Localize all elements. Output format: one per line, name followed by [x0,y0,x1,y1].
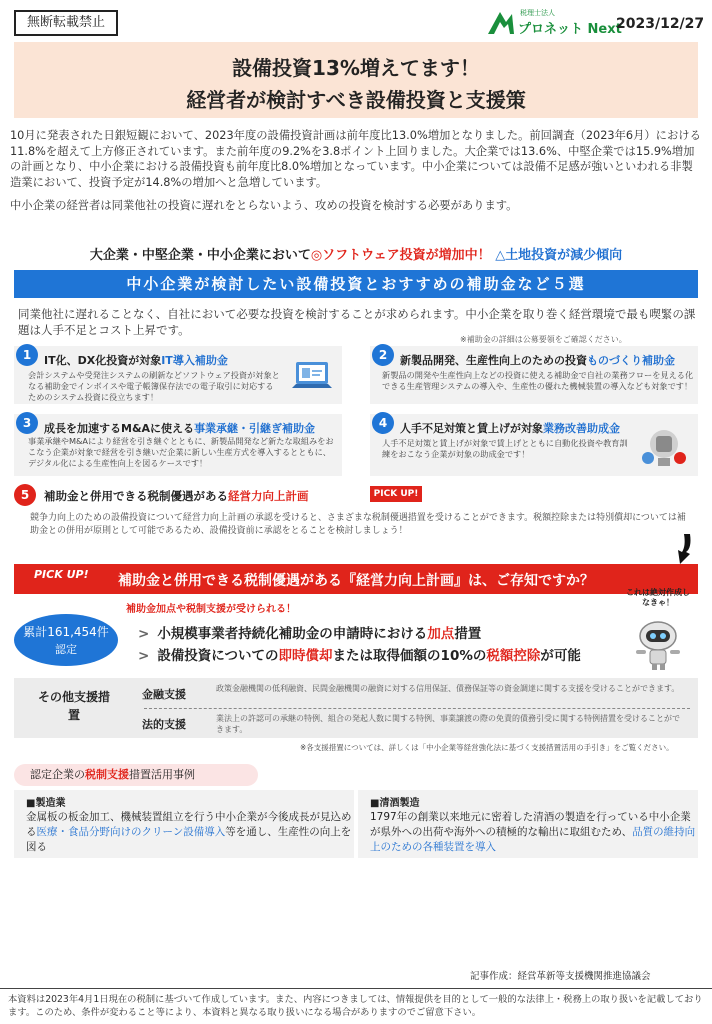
card-management-plan [14,484,698,542]
trend-up: ◎ソフトウェア投資が増加中！ [310,248,491,263]
certified-count: 累計161,454件 [23,625,109,639]
card-title [44,352,228,368]
robot-speech: これは絶対作成しなきゃ！ [626,588,690,607]
merit-highlight: 即時償却 [278,648,333,664]
article-author: 記事作成：経営革新等支援機関推進協議会 [470,971,651,982]
merit-highlight: 加点 [427,626,455,642]
card-title-main: 人手不足対策と賃上げが対象 [400,422,543,435]
card-title-subsidy: ものづくり補助金 [587,354,675,367]
case-text: 金属板の板金加工、機械装置組立を行う中小企業が今後成長が見込める [26,811,352,838]
intro-paragraph: 10月に発表された日銀短観において、2023年度の設備投資計画は前年度比13.0%増加となりました。前回調査（2023年6月）における11.8%を超えて上方修正されています。また前年度の9.2%を3.8ポイント上回りました。大企業では13.6%、中堅企業では15.9%増加の計画となり、中小企業における設備投資も前年度比8.0%増加となっています。中小企業については設備不足感が強いといわれる非製造業において、投資予定が14.8%の増加へと急増しています。 [10,129,701,189]
card-number: 5 [14,484,36,506]
page-title-line1: 設備投資13%増えてます！ [232,56,480,80]
case-heading-highlight: 税制支援 [85,768,129,781]
case-body [370,810,696,855]
trend-headline [0,244,712,263]
company-logo [486,6,622,40]
case-heading-text: 認定企業の [30,768,85,781]
merit-text: 小規模事業者持続化補助金の申請時における [157,626,428,642]
card-title-subsidy: 事業承継・引継ぎ補助金 [194,422,316,435]
case-highlight: 品質の維持向上のための各種装置を導入 [370,826,696,853]
case-title: ■清酒製造 [370,798,420,809]
logo-name: プロネット Next [518,22,622,37]
merit-highlight: 税額控除 [486,648,541,664]
finance-support-label: 金融支援 [142,688,186,701]
card-title [400,352,675,368]
card-it-subsidy [14,346,342,404]
finance-support-text: 政策金融機関の低利融資、民間金融機関の融資に対する信用保証、債務保証等の資金調達に関する支援を受けることができます。 [216,684,680,693]
merit-item [138,622,481,642]
card-business-improvement-grant [370,414,698,476]
laptop-icon [290,358,334,396]
logo-mark-icon [486,8,516,36]
merit-text: が可能 [540,648,581,664]
intro-paragraph-2: 中小企業の経営者は同業他社の投資に遅れをとらないよう、攻めの投資を検討する必要があります。 [10,199,518,212]
divider [144,708,690,709]
support-note: ※各支援措置については、詳しくは「中小企業等経営強化法に基づく支援措置活用の手引き」をご覧ください。 [300,743,674,752]
automation-icon [640,424,690,470]
card-number: 3 [16,412,38,434]
case-heading [14,764,258,786]
disclaimer: 本資料は2023年4月1日現在の税制に基づいて作成しています。また、内容につきましては、情報提供を目的として一般的な法律上・税務上の取り扱いを記載しております。このため、条件が変わること等により、本資料と異なる取り扱いになる場合がありますのでご留意下さい。 [0,988,712,1024]
page-title-line2: 経営者が検討すべき設備投資と支援策 [186,88,526,112]
other-support-title: その他支援措置 [37,690,110,722]
card-body: 事業承継やM&Aにより経営を引き継ぐとともに、新製品開発など新たな取組みをおこなう企業が対象で経営を引き継いだ企業に新しい生産方式を導入するとともに、デジタル化による生産性向上を図るケースです！ [28,436,334,468]
card-number: 1 [16,344,38,366]
arrow-down-icon [676,534,698,564]
subsidy-note: ※補助金の詳細は公募要領をご確認ください。 [460,335,627,344]
card-title-subsidy: IT導入補助金 [161,354,228,367]
card-title-main: IT化、DX化投資が対象 [44,354,162,367]
pickup-banner-text: 補助金と併用できる税制優遇がある『経営力向上計画』は、ご存知ですか？ [118,573,594,589]
card-title [44,488,309,504]
merit-label: 補助金加点や税制支援が受けられる！ [126,604,296,615]
chevron-right-icon: > [138,648,150,664]
merit-item [138,644,581,664]
legal-support-text: 業法上の許認可の承継の特例、組合の発起人数に関する特例、事業譲渡の際の免責的債務引受に関する特例措置を受けることができます。 [216,714,680,734]
case-highlight: 医療・食品分野向けのクリーン設備導入 [36,826,226,838]
card-title-main: 補助金と併用できる税制優遇がある [44,489,228,503]
legal-support-label: 法的支援 [142,718,186,731]
card-body: 新製品の開発や生産性向上などの投資に使える補助金で自社の業務フローを見える化できる生産管理システムの導入や、生産性の優れた機械装置の導入なども対象です！ [382,370,694,391]
trend-prefix: 大企業・中堅企業・中小企業において [89,248,311,263]
certified-label: 認定 [55,643,77,656]
card-body: 会計システムや受発注システムの刷新などソフトウェア投資が対象となる補助金でインボイスや電子帳簿保存法での電子取引に対応するためのシステム投資に役立ちます！ [28,370,280,402]
trend-down: △土地投資が減少傾向 [495,248,623,263]
merit-text: 設備投資についての [157,648,279,664]
case-body [26,810,352,855]
section-heading: 中小企業が検討したい設備投資とおすすめの補助金など５選 [14,270,698,298]
pickup-banner [14,564,698,594]
card-body: 競争力向上のための設備投資について経営力向上計画の承認を受けると、さまざまな税制優遇措置を受けることができます。税額控除または特別償却については補助金との併用が原則として可能であるため、設備投資前に承認をとることを検討しましょう！ [30,513,686,536]
card-monozukuri-subsidy [370,346,698,404]
issue-date: 2023/12/27 [616,16,705,32]
card-title-plan: 経営力向上計画 [228,489,309,503]
robot-icon [620,596,698,670]
card-succession-subsidy [14,414,342,476]
other-support-box [14,678,698,738]
certified-count-badge [14,614,118,666]
card-title [44,420,315,436]
logo-subtitle: 税理士法人 [520,9,555,17]
pickup-badge: PICK UP! [370,486,422,502]
card-number: 4 [372,412,394,434]
case-sake-brewing [358,790,698,858]
case-manufacturing [14,790,354,858]
card-body: 人手不足対策と賃上げが対象で賃上げとともに自動化投資や教育訓練をおこなう企業が対象の助成金です！ [382,438,628,459]
card-title-subsidy: 業務改善助成金 [543,422,620,435]
card-number: 2 [372,344,394,366]
merit-text: 措置 [454,626,482,642]
case-title: ■製造業 [26,798,66,809]
no-reprint-stamp: 無断転載禁止 [14,10,118,36]
case-text: 1797年の創業以来地元に密着した清酒の製造を行っている中小企業が県外への出荷や海外への積極的な輸出に取組むため、 [370,811,691,838]
case-text: 等を通し、生産性の向上を図る [26,826,352,853]
card-title-main: 新製品開発、生産性向上のための投資 [400,354,587,367]
title-box [14,42,698,118]
section-lead: 同業他社に遅れることなく、自社において必要な投資を検討することが求められます。中小企業を取り巻く経営環境で最も喫緊の課題は人手不足とコスト上昇です。 [18,307,696,337]
pickup-tag: PICK UP! [34,568,89,581]
case-heading-text: 措置活用事例 [129,768,195,781]
card-title [400,420,620,436]
chevron-right-icon: > [138,626,150,642]
card-title-main: 成長を加速するM&Aに使える [44,422,195,435]
merit-text: または取得価額の10%の [332,648,487,664]
